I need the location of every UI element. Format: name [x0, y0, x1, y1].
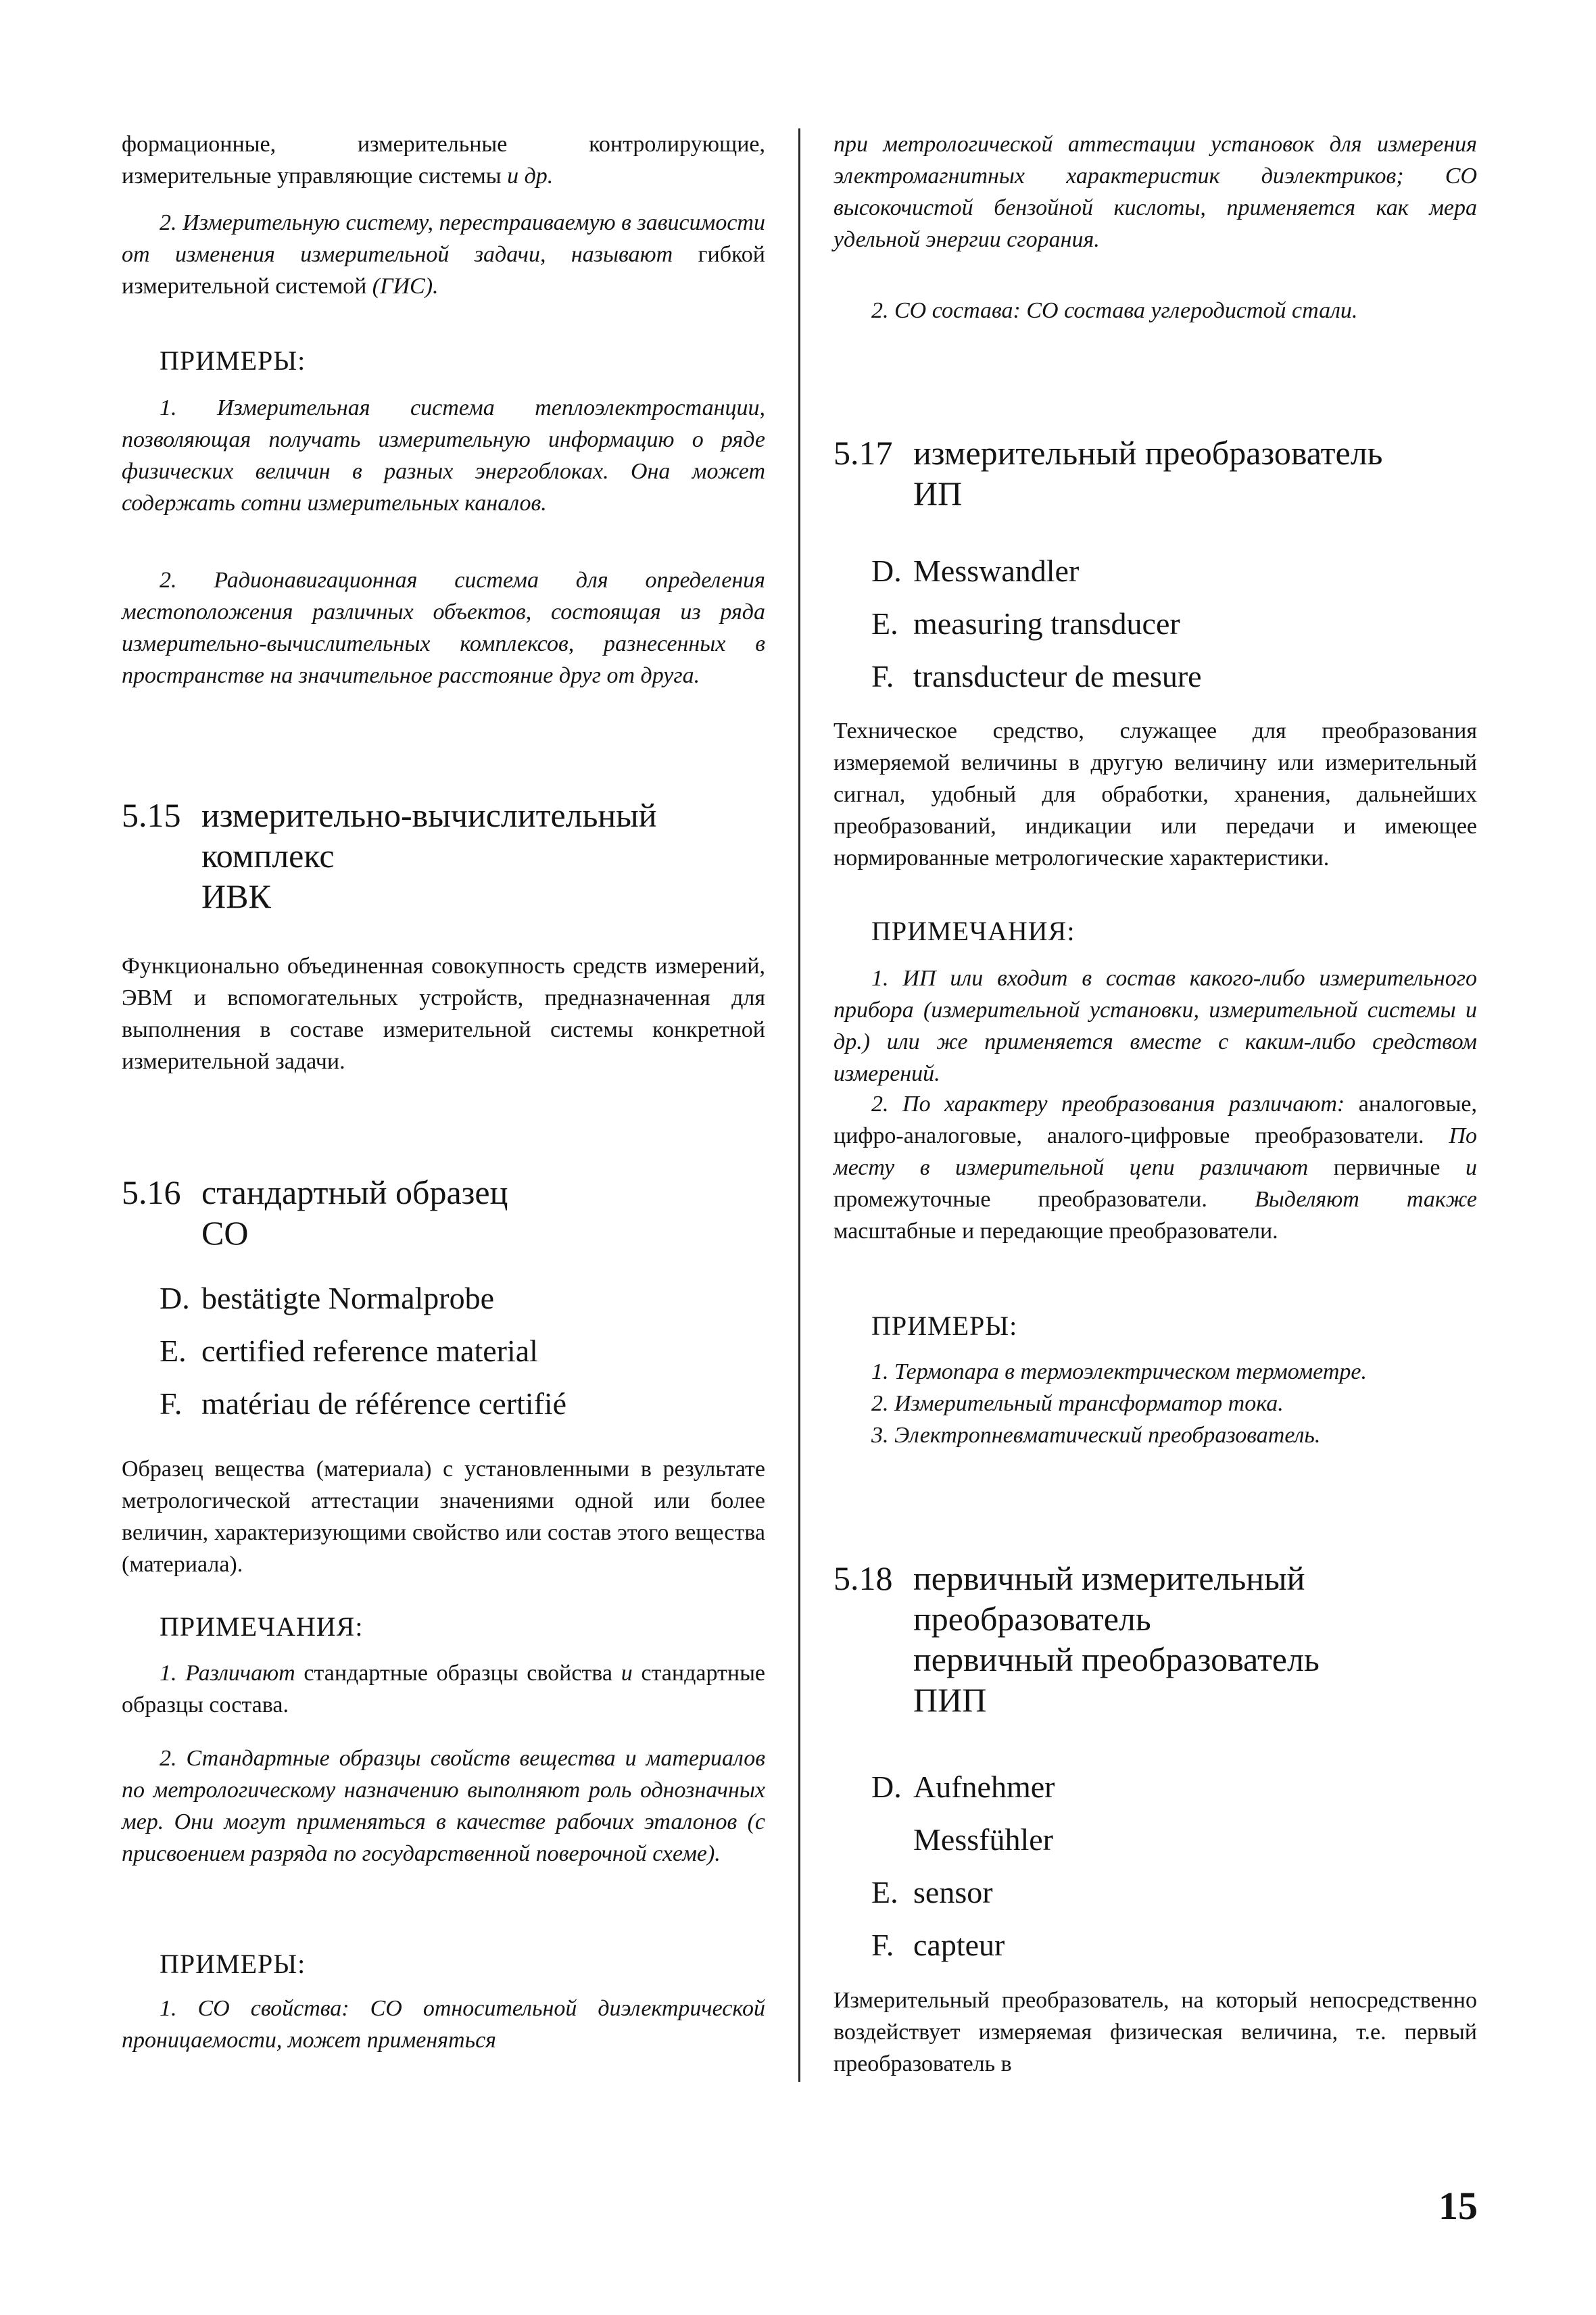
section-number: 5.16 [122, 1173, 181, 1211]
equivalent-fr: F. transducteur de mesure [871, 659, 1202, 693]
examples-label-5-16: ПРИМЕРЫ: [160, 1949, 306, 1979]
continued-example: при метрологической аттестации установок для измерения электромагнитных характеристик диэлектриков; СО высокочистой бензойной кислоты, применяется как мера удельной энергии сгорания. [833, 132, 1477, 252]
section-abbr: ПИП [913, 1681, 987, 1719]
example-5-17-2: 2. Измерительный трансформатор тока. [871, 1391, 1284, 1416]
section-5-17-heading [833, 433, 1477, 514]
equivalent-de: D. bestätigte Normalprobe [160, 1281, 495, 1315]
equivalent-de: D. Aufnehmer [871, 1770, 1055, 1804]
column-divider [798, 128, 800, 2082]
note-gis [122, 207, 765, 302]
notes-label: ПРИМЕЧАНИЯ: [160, 1611, 364, 1642]
section-5-15-heading [122, 795, 765, 917]
definition-5-17: Техническое средство, служащее для преобразования измеряемой величины в другую величину или измерительный сигнал, удобный для обработки, хранения, дальнейших преобразований, индикации или передачи и имеющее нормированные метрологические характеристики. [833, 718, 1477, 871]
notes-label-5-17: ПРИМЕЧАНИЯ: [871, 916, 1075, 946]
section-abbr: ИП [913, 474, 963, 512]
section-term-cont: комплекс [201, 837, 335, 875]
definition-5-15: Функционально объединенная совокупность средств измерений, ЭВМ и вспомогательных устройств, предназначенная для выполнения в составе измерительной системы конкретной измерительной задачи. [122, 954, 765, 1074]
equivalent-fr: F. capteur [871, 1928, 1005, 1962]
equivalent-de: D. Messwandler [871, 554, 1080, 588]
equivalents-5-16 [122, 1272, 765, 1430]
section-term: измерительно-вычислительный [201, 796, 657, 834]
equivalent-en: E. certified reference material [160, 1334, 538, 1368]
equivalent-en: E. measuring transducer [871, 606, 1180, 641]
section-term: первичный измерительный [913, 1559, 1305, 1597]
section-number: 5.15 [122, 796, 181, 834]
equivalents-5-17 [833, 545, 1477, 703]
examples-label: ПРИМЕРЫ: [160, 345, 306, 376]
note-gis-italic: 2. Измерительную систему, перестраиваемую в зависимости от изменения измерительной задачи, называют [122, 210, 765, 267]
note-5-16-1: 1. Различают стандартные образцы свойства и стандартные образцы состава. [122, 1661, 766, 1717]
equivalents-5-18 [833, 1761, 1477, 1972]
example-5-17-3: 3. Электропневматический преобразователь. [871, 1423, 1321, 1448]
section-term: измерительный преобразователь [913, 434, 1383, 472]
equivalent-en: E. sensor [871, 1875, 993, 1909]
section-number: 5.18 [833, 1559, 893, 1597]
example-5-17-1: 1. Термопара в термоэлектрическом термометре. [871, 1359, 1367, 1384]
definition-5-16: Образец вещества (материала) с установленными в результате метрологической аттестации значениями одной или более величин, характеризующими свойство или состав этого вещества (материала). [122, 1457, 765, 1577]
example-2: 2. Радионавигационная система для определения местоположения различных объектов, состоящая из ряда измерительно-вычислительных комплексов, разнесенных в пространстве на значительное расстояние друг от друга. [122, 568, 765, 688]
section-number: 5.17 [833, 434, 893, 472]
examples-5-17 [833, 1356, 1477, 1451]
note-5-16-2: 2. Стандартные образцы свойств вещества и материалов по метрологическому назначению выполняют роль однозначных мер. Они могут применяться в качестве рабочих эталонов (с присвоением разряда по государственной поверочной схеме). [122, 1746, 765, 1866]
examples-label-5-17: ПРИМЕРЫ: [871, 1311, 1018, 1341]
note-5-17-1: 1. ИП или входит в состав какого-либо измерительного прибора (измерительной установки, измерительной системы и др.) или же применяется вместе с каким-либо средством измерений. [833, 966, 1477, 1086]
example-5-16-2: 2. СО состава: СО состава углеродистой стали. [871, 298, 1358, 323]
intro-paragraph [122, 128, 765, 192]
intro-end: и др. [507, 164, 554, 189]
example-5-16-1: 1. СО свойства: СО относительной диэлектрической проницаемости, может применяться [122, 1996, 765, 2053]
example-1: 1. Измерительная система теплоэлектростанции, позволяющая получать измерительную информацию о ряде физических величин в разных энергоблоках. Она может содержать сотни измерительных каналов. [122, 395, 765, 516]
note-gis-term: гибкой измерительной системой [122, 242, 766, 299]
section-term: стандартный образец [201, 1173, 508, 1211]
definition-5-18: Измерительный преобразователь, на который непосредственно воздействует измеряемая физическая величина, т.е. первый преобразователь в [833, 1988, 1477, 2076]
equivalent-de-2: Messfühler [913, 1822, 1053, 1857]
page-number: 15 [1438, 2184, 1478, 2228]
section-abbr: СО [201, 1214, 249, 1252]
note-gis-abbr: (ГИС). [372, 274, 439, 299]
section-abbr: ИВК [201, 877, 271, 915]
section-5-16-heading [122, 1172, 765, 1253]
equivalent-fr: F. matériau de référence certifié [160, 1386, 567, 1421]
section-term-cont: преобразователь [913, 1600, 1151, 1638]
section-synonym: первичный преобразователь [913, 1640, 1320, 1678]
note-5-17-2: 2. По характеру преобразования различают: аналоговые, цифро-аналоговые, аналого-цифровые преобразователи. По месту в измерительной цепи различают первичные и промежуточные преобразователи. Выделяют также масштабные и передающие преобразователи. [833, 1092, 1478, 1244]
intro-text: формационные, измерительные контролирующие, измерительные управляющие системы [122, 132, 765, 189]
section-5-18-heading [833, 1558, 1477, 1720]
